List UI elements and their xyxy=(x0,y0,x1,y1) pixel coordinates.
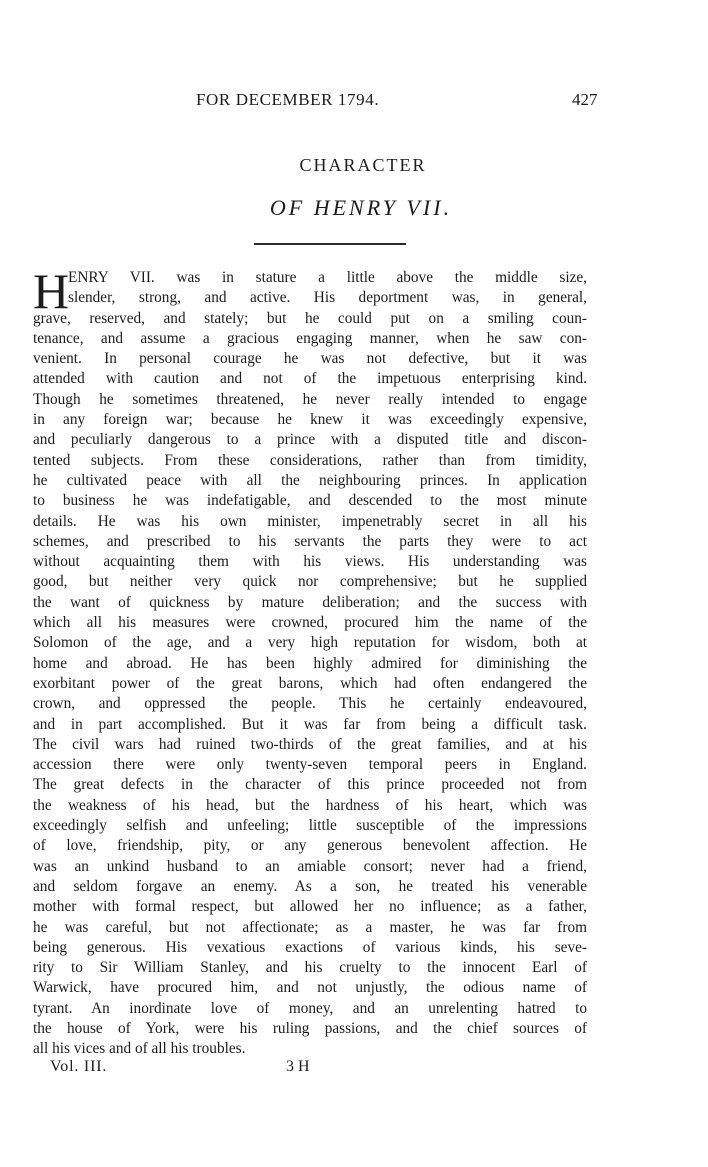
article-lines xyxy=(33,263,587,1060)
text-line: in any foreign war; because he knew it was exceedingly expensive, xyxy=(33,411,587,429)
text-line: exorbitant power of the great barons, which had often endangered the xyxy=(33,674,587,692)
volume-label: Vol. III. xyxy=(50,1058,108,1075)
article-title: CHARACTER xyxy=(299,155,427,175)
text-line: attended with caution and not of the impetuous enterprising kind. xyxy=(33,370,587,388)
text-line: he was careful, but not affectionate; as a master, he was far from xyxy=(33,918,587,936)
text-line: Solomon of the age, and a very high reputation for wisdom, both at xyxy=(33,634,587,652)
text-line: was an unkind husband to an amiable consort; never had a friend, xyxy=(33,857,587,875)
article-body xyxy=(33,263,587,1060)
text-line: the weakness of his head, but the hardness of his heart, which was xyxy=(33,796,587,814)
text-line: all his vices and of all his troubles. xyxy=(33,1040,246,1058)
text-line: tyrant. An inordinate love of money, and an unrelenting hatred to xyxy=(33,999,587,1017)
text-line: home and abroad. He has been highly admired for diminishing the xyxy=(33,654,587,672)
page-header xyxy=(0,90,708,114)
text-line: the house of York, were his ruling passions, and the chief sources of xyxy=(33,1019,587,1037)
article-subtitle: OF HENRY VII. xyxy=(269,195,453,220)
text-line: Warwick, have procured him, and not unjustly, the odious name of xyxy=(33,979,587,997)
page-footer xyxy=(0,1058,708,1082)
text-line: being generous. His vexatious exactions of various kinds, his seve- xyxy=(33,938,587,956)
text-line: schemes, and prescribed to his servants the parts they were to act xyxy=(33,532,587,550)
text-line: exceedingly selfish and unfeeling; little susceptible of the impressions xyxy=(33,817,587,835)
text-line: accession there were only twenty-seven temporal peers in England. xyxy=(33,756,587,774)
text-line: grave, reserved, and stately; but he could put on a smiling coun- xyxy=(33,309,587,327)
text-line: which all his measures were crowned, procured him the name of the xyxy=(33,614,587,632)
text-line: Though he sometimes threatened, he never really intended to engage xyxy=(33,390,587,408)
running-head: FOR DECEMBER 1794. xyxy=(196,90,380,109)
drop-cap: H xyxy=(33,263,70,319)
text-line: without acquainting them with his views. His understanding was xyxy=(33,553,587,571)
text-line: good, but neither very quick nor comprehensive; but he supplied xyxy=(33,573,587,591)
text-line: tenance, and assume a gracious engaging manner, when he saw con- xyxy=(33,329,587,347)
text-line: venient. In personal courage he was not defective, but it was xyxy=(33,350,587,368)
text-line: The civil wars had ruined two-thirds of the great families, and at his xyxy=(33,735,587,753)
page-number: 427 xyxy=(572,90,598,109)
text-line: tented subjects. From these considerations, rather than from timidity, xyxy=(33,451,587,469)
text-line: he cultivated peace with all the neighbouring princes. In application xyxy=(33,471,587,489)
text-line: of love, friendship, pity, or any generous benevolent affection. He xyxy=(33,837,587,855)
text-line: and seldom forgave an enemy. As a son, he treated his venerable xyxy=(33,877,587,895)
text-line: rity to Sir William Stanley, and his cruelty to the innocent Earl of xyxy=(33,959,587,977)
text-line: The great defects in the character of this prince proceeded not from xyxy=(33,776,587,794)
text-line: and peculiarly dangerous to a prince with a disputed title and discon- xyxy=(33,431,587,449)
text-line: crown, and oppressed the people. This he certainly endeavoured, xyxy=(33,695,587,713)
text-line: the want of quickness by mature deliberation; and the success with xyxy=(33,593,587,611)
text-line: mother with formal respect, but allowed her no influence; as a father, xyxy=(33,898,587,916)
signature-mark: 3 H xyxy=(286,1058,310,1075)
text-line: details. He was his own minister, impenetrably secret in all his xyxy=(33,512,587,530)
text-line: ENRY VII. was in stature a little above the middle size, xyxy=(68,269,587,286)
text-line: and in part accomplished. But it was far from being a difficult task. xyxy=(33,715,587,733)
text-line: slender, strong, and active. His deportment was, in general, xyxy=(68,289,587,307)
title-rule xyxy=(254,243,406,245)
text-line: to business he was indefatigable, and descended to the most minute xyxy=(33,492,587,510)
